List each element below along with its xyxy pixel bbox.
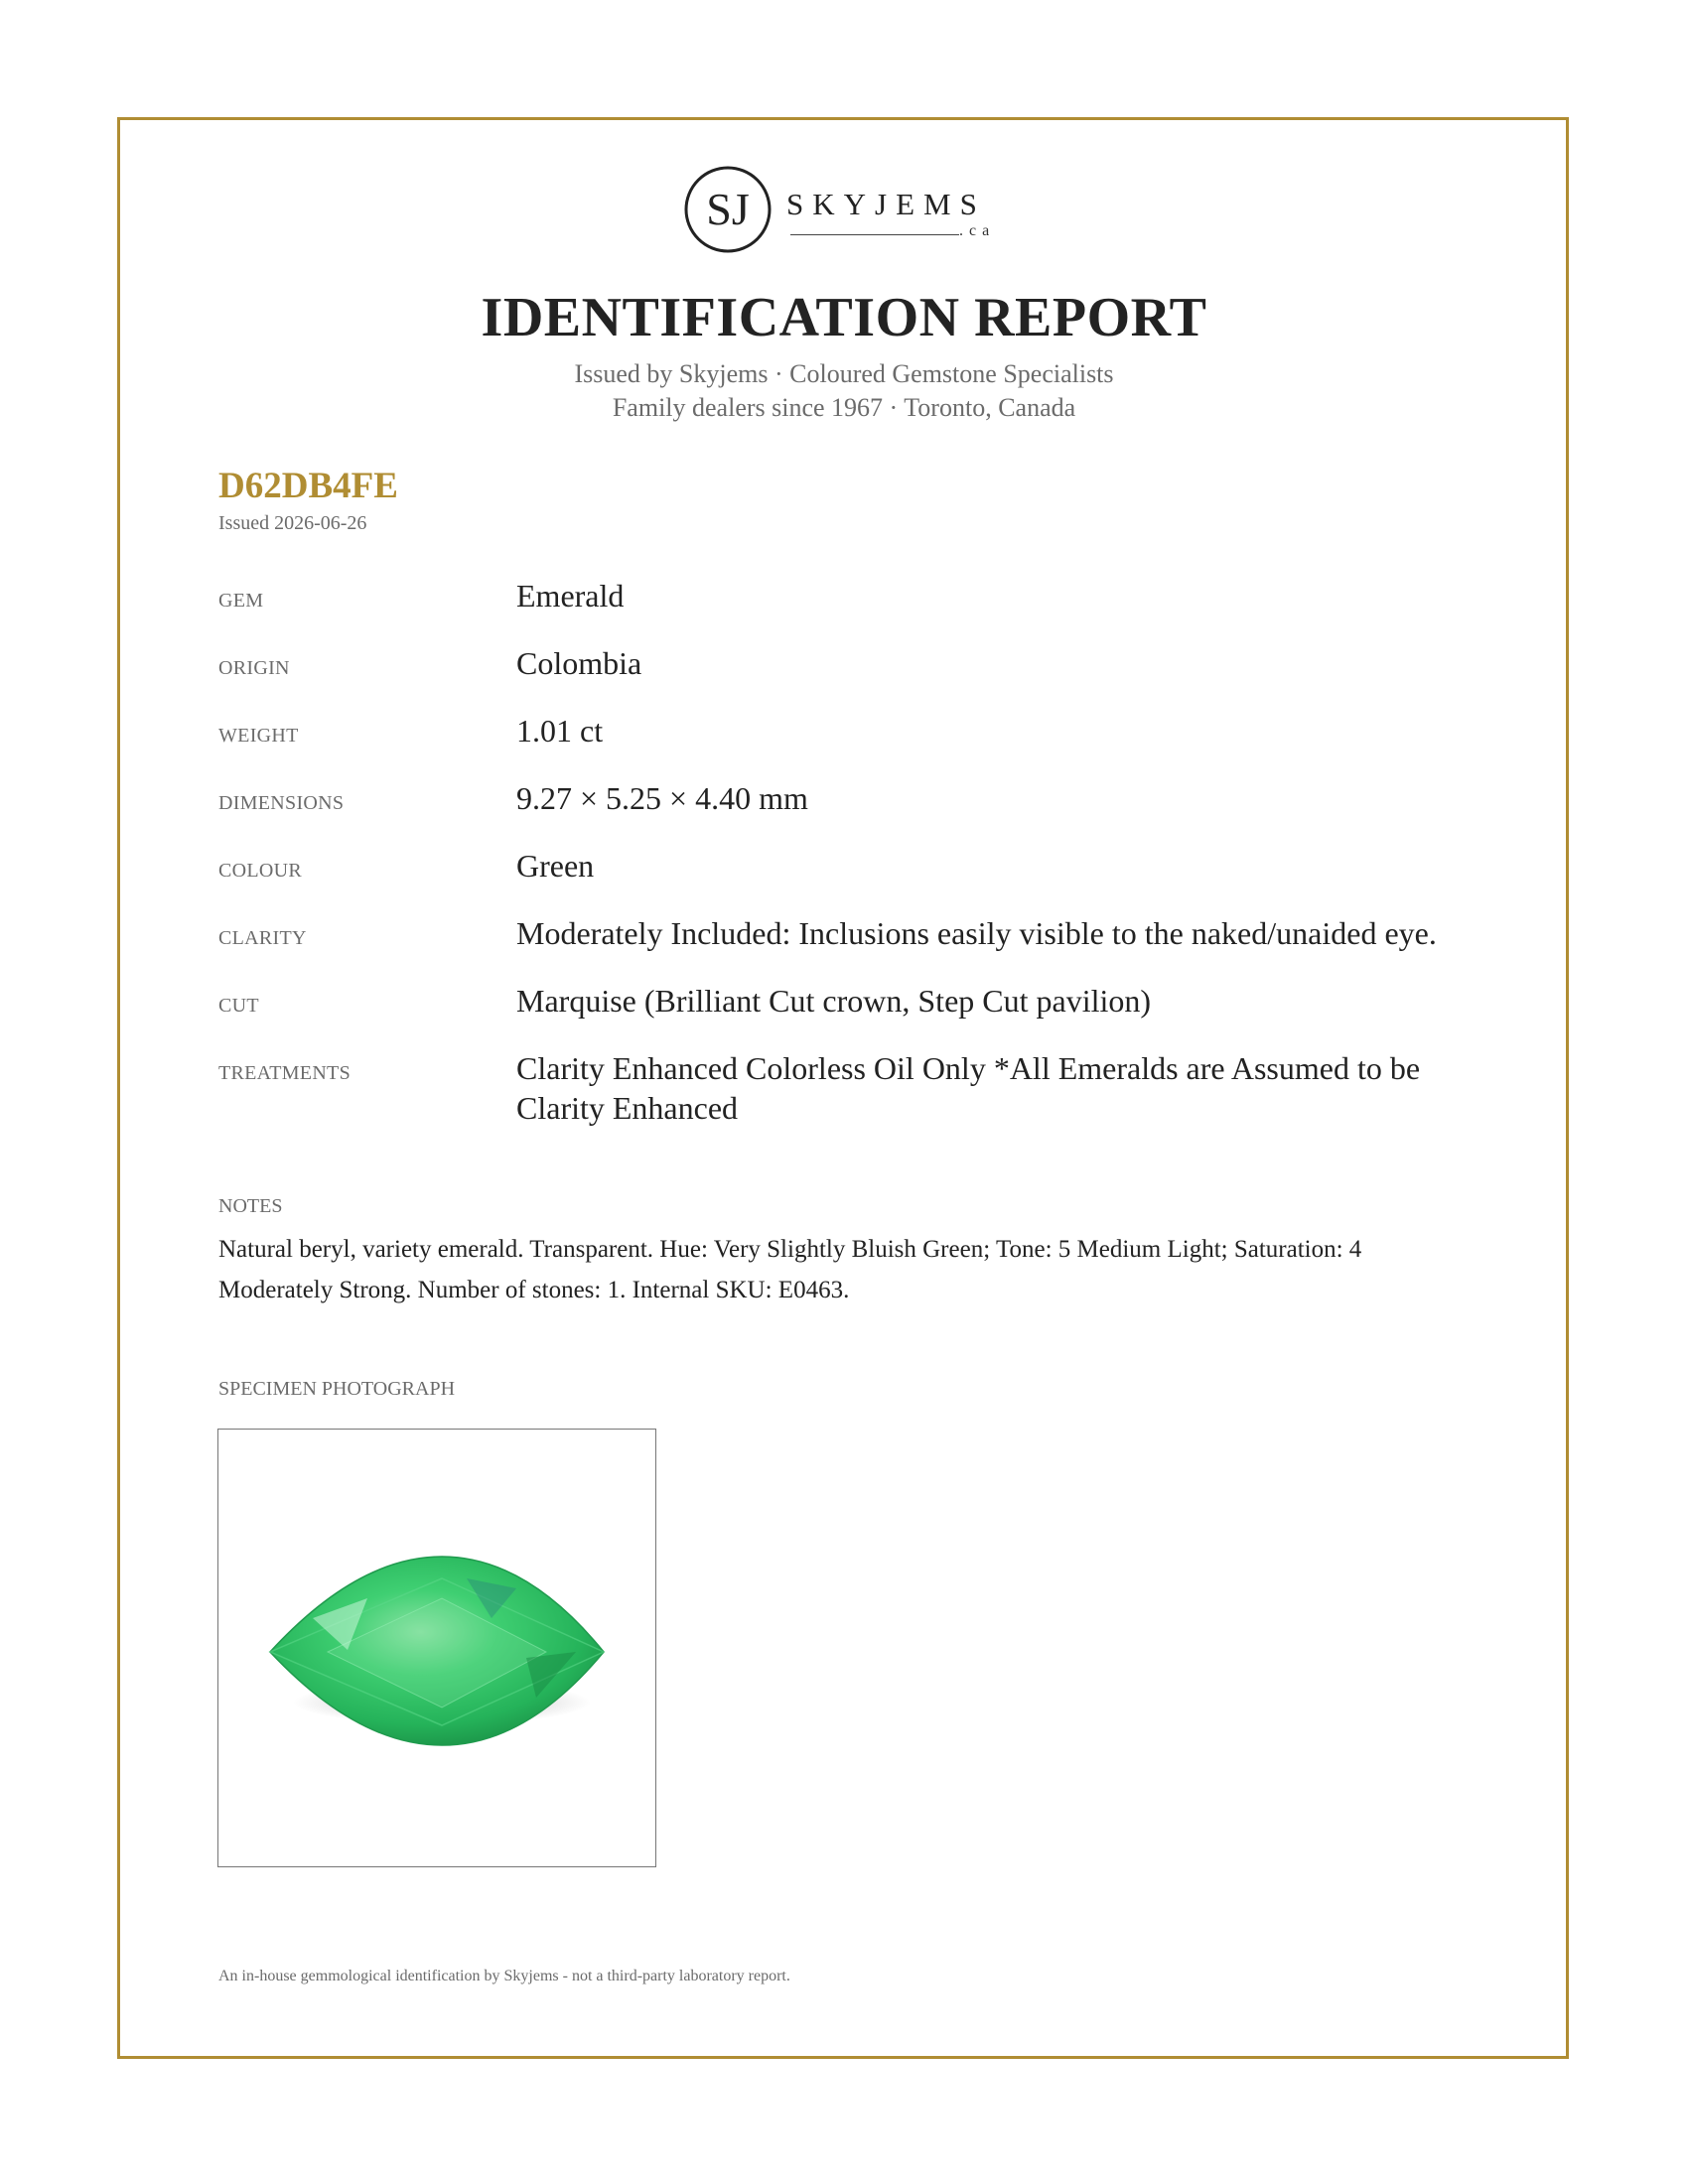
field-value: Moderately Included: Inclusions easily visible to the naked/unaided eye. [516,915,1437,951]
field-label: GEM [218,590,264,612]
field-label: ORIGIN [218,657,290,679]
logo-rule [790,234,959,235]
issuer-line: Issued by Skyjems · Coloured Gemstone Specialists [574,359,1114,388]
field-value: 9.27 × 5.25 × 4.40 mm [516,780,808,816]
notes-text: Natural beryl, variety emerald. Transparent. Hue: Very Slightly Bluish Green; Tone: 5 Medium Light; Saturation: 4 Moderately Strong. Number of stones: 1. Internal SKU: E0463. [218,1236,1362,1303]
emerald-gem-image [218,1430,655,1866]
field-label: DIMENSIONS [218,792,345,814]
logo-domain: .ca [959,222,996,239]
field-value: Green [516,848,595,884]
report-title: IDENTIFICATION REPORT [481,287,1207,348]
photo-label: SPECIMEN PHOTOGRAPH [218,1378,456,1400]
footer-disclaimer: An in-house gemmological identification by Skyjems - not a third-party laboratory report. [218,1968,790,1984]
sj-monogram-icon [683,165,773,254]
report-id: D62DB4FE [218,466,398,506]
field-label: CUT [218,995,259,1017]
field-label: CLARITY [218,927,307,949]
field-label: COLOUR [218,860,303,882]
field-value: Emerald [516,578,625,614]
logo-monogram-text: SJ [706,184,750,234]
field-label: TREATMENTS [218,1062,351,1084]
dealer-line: Family dealers since 1967 · Toronto, Canada [612,393,1076,422]
field-value: Marquise (Brilliant Cut crown, Step Cut pavilion) [516,983,1152,1019]
field-label: WEIGHT [218,725,299,747]
field-value: Colombia [516,645,642,681]
skyjems-logo [683,165,1011,264]
notes-label: NOTES [218,1195,283,1217]
specimen-photo [217,1429,656,1867]
logo-wordmark: SKYJEMS [786,187,986,221]
field-value: 1.01 ct [516,713,604,749]
issue-date: Issued 2026-06-26 [218,512,367,534]
field-value: Clarity Enhanced Colorless Oil Only *All Emeralds are Assumed to be Clarity Enhanced [516,1050,1421,1126]
